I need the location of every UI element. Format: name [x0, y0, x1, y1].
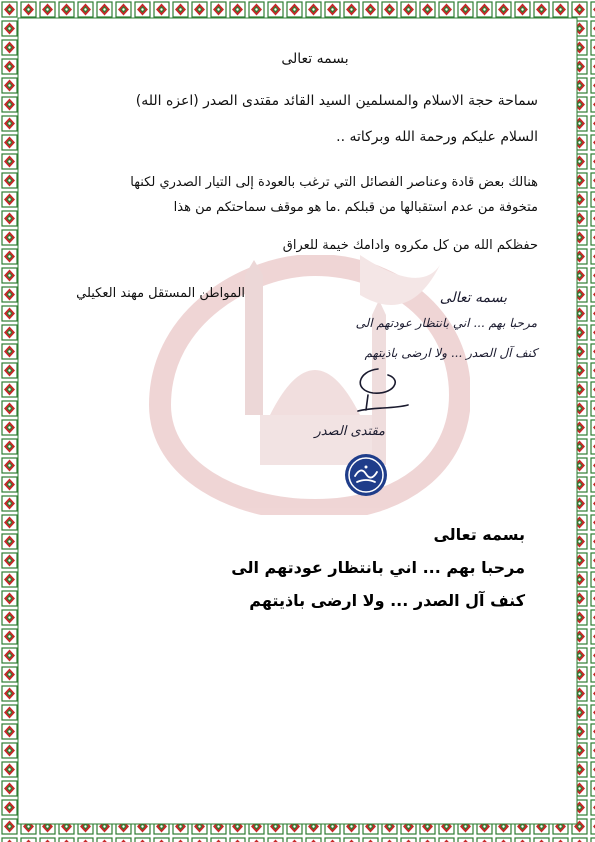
signature	[338, 365, 428, 425]
typed-reply-heading: بسمه تعالى	[433, 525, 525, 544]
typed-reply-line-1: مرحبا بهم ... اني بانتظار عودتهم الى	[231, 558, 525, 577]
letter-body-line-2: متخوفة من عدم استقبالها من قبلكم .ما هو موقف سماحتكم من هذا	[173, 200, 538, 215]
letter-greeting: السلام عليكم ورحمة الله وبركاته ..	[336, 129, 538, 145]
letter-closing: حفظكم الله من كل مكروه وادامك خيمة للعراق	[282, 238, 538, 253]
signature-name: مقتدى الصدر	[314, 424, 385, 439]
letter-addressee: سماحة حجة الاسلام والمسلمين السيد القائد مقتدى الصدر (اعزه الله)	[135, 93, 538, 109]
letter-sender: المواطن المستقل مهند العكيلي	[76, 286, 245, 301]
handwritten-reply-line-2: مرحبا بهم ... اني بانتظار عودتهم الى	[355, 316, 537, 330]
handwritten-reply-line-3: كنف آل الصدر ... ولا ارضى باذيتهم	[364, 346, 537, 360]
letter-heading: بسمه تعالى	[281, 51, 349, 67]
handwritten-reply-line-1: بسمه تعالى	[439, 290, 507, 306]
letter-body-line-1: هنالك بعض قادة وعناصر الفصائل التي ترغب بالعودة إلى التيار الصدري لكنها	[130, 175, 538, 190]
typed-reply-line-2: كنف آل الصدر ... ولا ارضى باذيتهم	[249, 591, 525, 610]
seal-stamp	[343, 452, 389, 498]
